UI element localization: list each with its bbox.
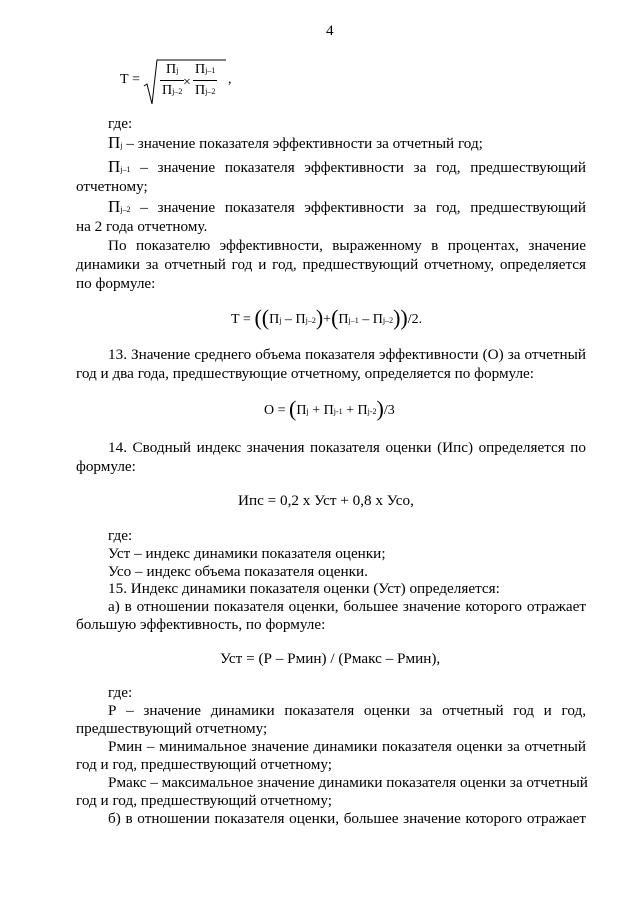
def-pmax-line1: Рмакс – максимальное значение динамики показателя оценки за отчетный <box>108 774 588 791</box>
where-label-2: где: <box>108 527 133 544</box>
item13-line2: год и два года, предшествующие отчетному, определяется по формуле: <box>76 365 535 382</box>
def-uso: Усо – индекс объема показателя оценки. <box>108 563 368 580</box>
def-pmin-line2: год и год, предшествующий отчетному; <box>76 756 333 773</box>
formula-comma: , <box>228 72 232 87</box>
formula-lhs: Т = <box>120 72 140 87</box>
def-p-line1: Р – значение динамики показателя оценки за отчетный год и год, <box>108 702 586 719</box>
para-percent-line2: динамики за отчетный год и год, предшествующий отчетному, определяется <box>76 256 586 273</box>
where-label-3: где: <box>108 684 133 701</box>
item15b-line1: б) в отношении показателя оценки, большее значение которого отражает <box>108 810 586 827</box>
formula-o: О = (Пj + Пj-1 + Пj-2)/3 <box>264 396 395 421</box>
item15: 15. Индекс динамики показателя оценки (Уст) определяется: <box>108 580 500 597</box>
def-pj1-line2: отчетному; <box>76 178 148 195</box>
formula-ust: Уст = (Р – Рмин) / (Рмакс – Рмин), <box>220 650 441 667</box>
def-pmax-line2: год и год, предшествующий отчетному; <box>76 792 333 809</box>
formula-ips: Ипс = 0,2 х Уст + 0,8 х Усо, <box>238 492 414 509</box>
def-pj2-line2: на 2 года отчетному. <box>76 218 208 235</box>
item13-line1: 13. Значение среднего объема показателя эффективности (О) за отчетный <box>108 346 586 363</box>
def-ust: Уст – индекс динамики показателя оценки; <box>108 545 386 562</box>
def-pj2-line1: Пj–2 – значение показателя эффективности за год, предшествующий <box>108 197 586 216</box>
fraction-2: $\frac{Пj-1}{Пj-2}$ <box>195 62 216 98</box>
def-pj1-line1: Пj–1 – значение показателя эффективности за год, предшествующий <box>108 157 586 176</box>
def-pj: Пj – значение показателя эффективности за отчетный год; <box>108 133 483 152</box>
def-p-line2: предшествующий отчетному; <box>76 720 268 737</box>
page-number: 4 <box>326 22 334 39</box>
item15a-line2: большую эффективность, по формуле: <box>76 616 326 633</box>
fraction-1: $\frac{Пj}{Пj-2}$ <box>162 62 183 98</box>
formula-t-percent: Т = ((Пj – Пj–2)+(Пj–1 – Пj–2))/2. <box>231 305 423 330</box>
para-percent-line3: по формуле: <box>76 275 156 292</box>
times-sign: × <box>183 75 191 90</box>
item14-line2: формуле: <box>76 458 136 475</box>
para-percent-line1: По показателю эффективности, выраженному в процентах, значение <box>108 237 586 254</box>
where-label: где: <box>108 115 133 132</box>
def-pmin-line1: Рмин – минимальное значение динамики показателя оценки за отчетный <box>108 738 586 755</box>
item14-line1: 14. Сводный индекс значения показателя оценки (Ипс) определяется по <box>108 439 586 456</box>
item15a-line1: а) в отношении показателя оценки, большее значение которого отражает <box>108 598 586 615</box>
